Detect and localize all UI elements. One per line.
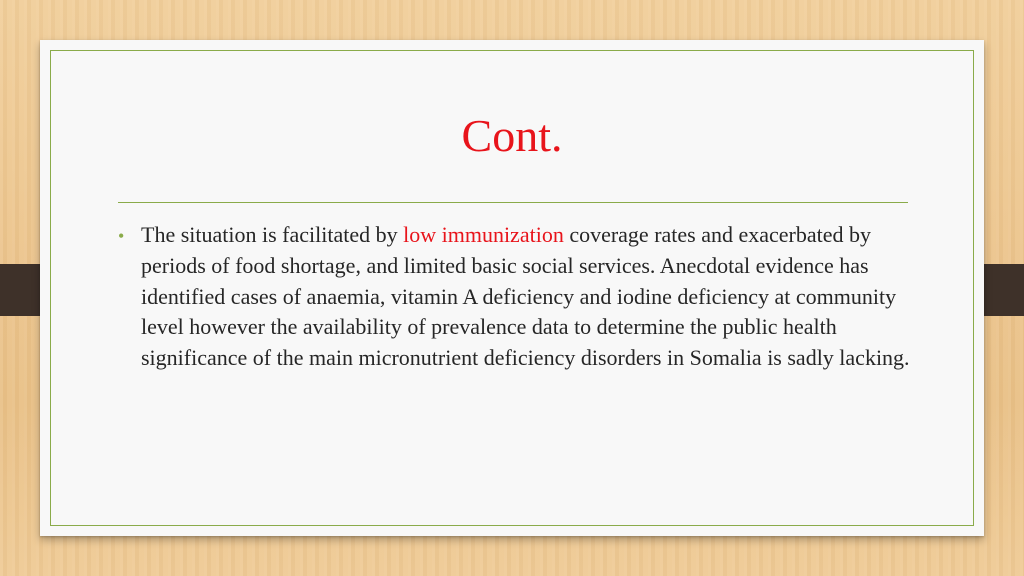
bullet-highlight: low immunization <box>403 222 564 247</box>
bullet-icon: • <box>118 226 125 246</box>
slide-card <box>40 40 984 536</box>
bullet-text-before: The situation is facilitated by <box>141 222 404 247</box>
bullet-text-after: coverage rates and exacerbated by periods of food shortage, and limited basic social services. Anecdotal evidence has identified cases of anaemia, vitamin A deficiency and iodine deficiency at community level however the availability of prevalence data to determine the public health significance of the main micronutrient deficiency disorders in Somalia is sadly lacking. <box>141 222 910 371</box>
slide-title: Cont. <box>461 110 563 161</box>
title-divider <box>118 202 908 203</box>
bullet-item <box>118 220 918 374</box>
bullet-text <box>141 220 918 374</box>
